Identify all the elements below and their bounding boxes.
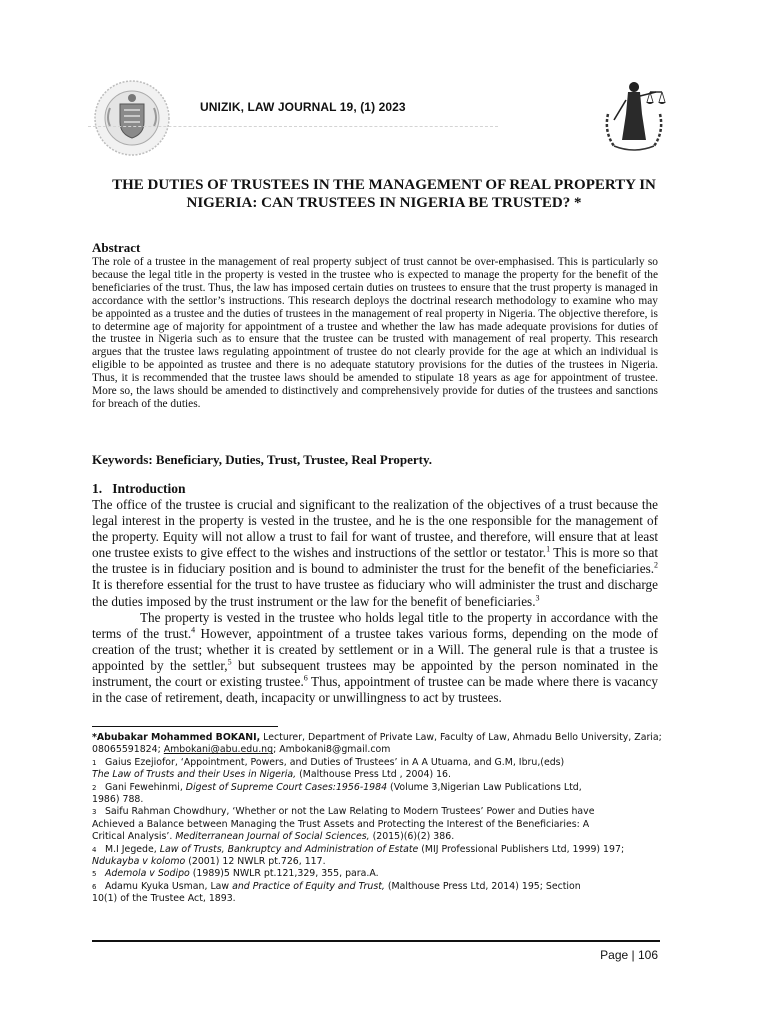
- journal-title: UNIZIK, LAW JOURNAL 19, (1) 2023: [200, 100, 406, 114]
- intro-paragraph-2: [92, 610, 658, 707]
- footnote-text: (Volume 3,Nigerian Law Publications Ltd,: [387, 781, 582, 793]
- footnote-text: Adamu Kyuka Usman, Law: [102, 880, 233, 892]
- footnote-text: Digest of Supreme Court Cases:1956-1984: [185, 781, 388, 793]
- footnote-2-cont: 1986) 788.: [92, 794, 144, 806]
- footnote-number: 1: [92, 758, 97, 767]
- footnote-ref-5: 5: [227, 657, 232, 667]
- page-footer-rule: [92, 940, 660, 942]
- author-email-alt: ; Ambokani8@gmail.com: [273, 744, 391, 756]
- footnote-1: [92, 757, 672, 769]
- footnote-4: [92, 844, 672, 856]
- footnote-3-cont2: [92, 831, 672, 843]
- abstract-heading: Abstract: [92, 240, 141, 255]
- footnote-ref-1: 1: [546, 544, 551, 554]
- footnote-text: and Practice of Equity and Trust,: [232, 880, 385, 892]
- footnote-ref-3: 3: [535, 593, 540, 603]
- footnote-6-cont: 10(1) of the Trustee Act, 1893.: [92, 893, 236, 905]
- introduction-heading: 1. Introduction: [92, 481, 186, 496]
- footnote-ref-6: 6: [303, 673, 308, 683]
- author-name: *Abubakar Mohammed BOKANI,: [92, 732, 261, 743]
- footnote-text: (2001) 12 NWLR pt.726, 117.: [185, 856, 326, 868]
- text-run: This is more so that the trustee is in fiduciary position and is bound to administer the trust for the benefit of the beneficiaries.: [92, 545, 658, 577]
- footnote-text: Law of Trusts, Bankruptcy and Administration of Estate: [159, 843, 419, 855]
- author-contact: [92, 744, 672, 756]
- footnote-text: Ademola v Sodipo: [102, 868, 190, 880]
- paper-title: [96, 176, 672, 212]
- text-run: but subsequent trustees may be appointed by the person nominated in the instrument, the court or existing trustee.: [92, 657, 658, 690]
- footnote-number: 4: [92, 845, 97, 854]
- footnote-text: (1989)5 NWLR pt.121,329, 355, para.A.: [189, 868, 379, 880]
- keywords: Keywords: Beneficiary, Duties, Trust, Trustee, Real Property.: [92, 452, 432, 467]
- footnote-number: 2: [92, 783, 97, 792]
- footnote-3: [92, 806, 672, 818]
- footnote-number: 5: [92, 870, 97, 879]
- title-line-1: THE DUTIES OF TRUSTEES IN THE MANAGEMENT OF REAL PROPERTY IN: [112, 177, 656, 193]
- lady-justice-icon: [600, 74, 668, 154]
- text-run: However, appointment of a trustee takes various forms, depending on the mode of creation of the trust; whether it is created by settlement or in a Will. The general rule is that a trustee is appointed by the settler,: [92, 625, 658, 673]
- footnote-text: The Law of Trusts and their Uses in Nigeria,: [92, 769, 297, 781]
- footnote-text: (Malthouse Press Ltd , 2004) 16.: [296, 769, 451, 781]
- footnote-3-cont: Achieved a Balance between Managing the Trust Assets and Protecting the Interest of the Beneficiaries: A: [92, 818, 590, 830]
- footnote-text: Gaius Ezejiofor, ‘Appointment, Powers, and Duties of Trustees’ in A A Utuama, and G.M, Ibru,(eds): [102, 756, 565, 768]
- title-line-2: NIGERIA: CAN TRUSTEES IN NIGERIA BE TRUSTED? *: [186, 195, 582, 211]
- author-email-link[interactable]: Ambokani@abu.edu.ng: [163, 744, 274, 756]
- university-crest-icon: [92, 78, 172, 158]
- author-affiliation: Lecturer, Department of Private Law, Faculty of Law, Ahmadu Bello University, Zaria;: [260, 732, 662, 743]
- footnote-number: 3: [92, 808, 97, 817]
- text-run: Thus, appointment of trustee can be made where there is vacancy in the case of retirement, death, incapacity or unwillingness to act by trustees.: [92, 674, 658, 706]
- footnote-ref-4: 4: [191, 625, 196, 635]
- introduction-body: [92, 497, 658, 706]
- text-run: It is therefore essential for the trust to have trustee as fiduciary who will administer the trust and discharge the duties imposed by the trust instrument or the law for the benefit of beneficiaries.: [92, 577, 658, 609]
- footnote-5: [92, 868, 672, 880]
- footnote-number: 6: [92, 882, 97, 891]
- author-note: [92, 732, 672, 744]
- page-number: Page | 106: [600, 948, 658, 962]
- footnote-text: Gani Fewehinmi,: [102, 781, 186, 793]
- footnote-text: Mediterranean Journal of Social Sciences,: [175, 831, 370, 843]
- footnote-ref-2: 2: [654, 560, 658, 570]
- footnote-6: [92, 881, 672, 893]
- footnote-text: Ndukayba v kolomo: [92, 856, 186, 868]
- text-run: The property is vested in the trustee who holds legal title to the property in accordance with the terms of the trust.: [92, 609, 658, 641]
- footnote-1-cont: [92, 769, 672, 781]
- abstract-text: The role of a trustee in the management of real property subject of trust cannot be over-emphasised. This is particularly so because the legal title in the property is vested in the trustee who is expected to manage the property for the benefit of the beneficiaries of the trust. Thus, the law has imposed certain duties on trustees to ensure that the trust property is managed in accordance with the settlor’s instructions. This research deploys the doctrinal research methodology to examine who may be appointed as a trustee and the duties of trustees in the management of real property in Nigeria. The objective therefore, is to determine age of majority for appointment of a trustee and whether the law has made adequate provisions for duties of the trustee in Nigeria such as to ensure that the trustee can be trusted with management of real property. This research argues that the trustee laws regulating appointment of trustee do not clearly provide for the age at which an individual is eligible to be appointed as trustee and there is no adequate statutory provisions for the duties of the trustees in Nigeria. Thus, it is recommended that the trustee laws should be amended to stipulate 18 years as age for appointment of trustee. More so, the laws should be amended to distinctively and comprehensively provide for duties of the trustees and sanctions for breach of the duties.: [92, 256, 658, 410]
- footnote-2: [92, 782, 672, 794]
- footnote-text: (MIJ Professional Publishers Ltd, 1999) 197;: [418, 843, 625, 855]
- footnote-separator: [92, 726, 278, 727]
- footnote-text: Saifu Rahman Chowdhury, ‘Whether or not the Law Relating to Modern Trustees’ Power and Duties have: [102, 806, 595, 818]
- footnote-text: Critical Analysis’.: [92, 831, 176, 843]
- footnote-4-cont: [92, 856, 672, 868]
- author-phone: 08065591824;: [92, 744, 164, 756]
- footnote-text: (Malthouse Press Ltd, 2014) 195; Section: [384, 880, 581, 892]
- footnote-text: M.I Jegede,: [102, 843, 160, 855]
- journal-header: [88, 74, 678, 154]
- header-divider: [88, 126, 498, 127]
- footnote-text: (2015)(6)(2) 386.: [369, 831, 455, 843]
- text-run: The office of the trustee is crucial and significant to the realization of the objectives of a trust because the legal interest in the property is vested in the trustee, and he is the one responsible for the management of the property. Equity will not allow a trust to fail for want of trustee, and therefore, will ensure that at least one trustee exists to give effect to the wishes and instructions of the settlor or testator.: [92, 497, 658, 561]
- intro-paragraph-1: [92, 497, 658, 610]
- footnotes: [92, 732, 672, 906]
